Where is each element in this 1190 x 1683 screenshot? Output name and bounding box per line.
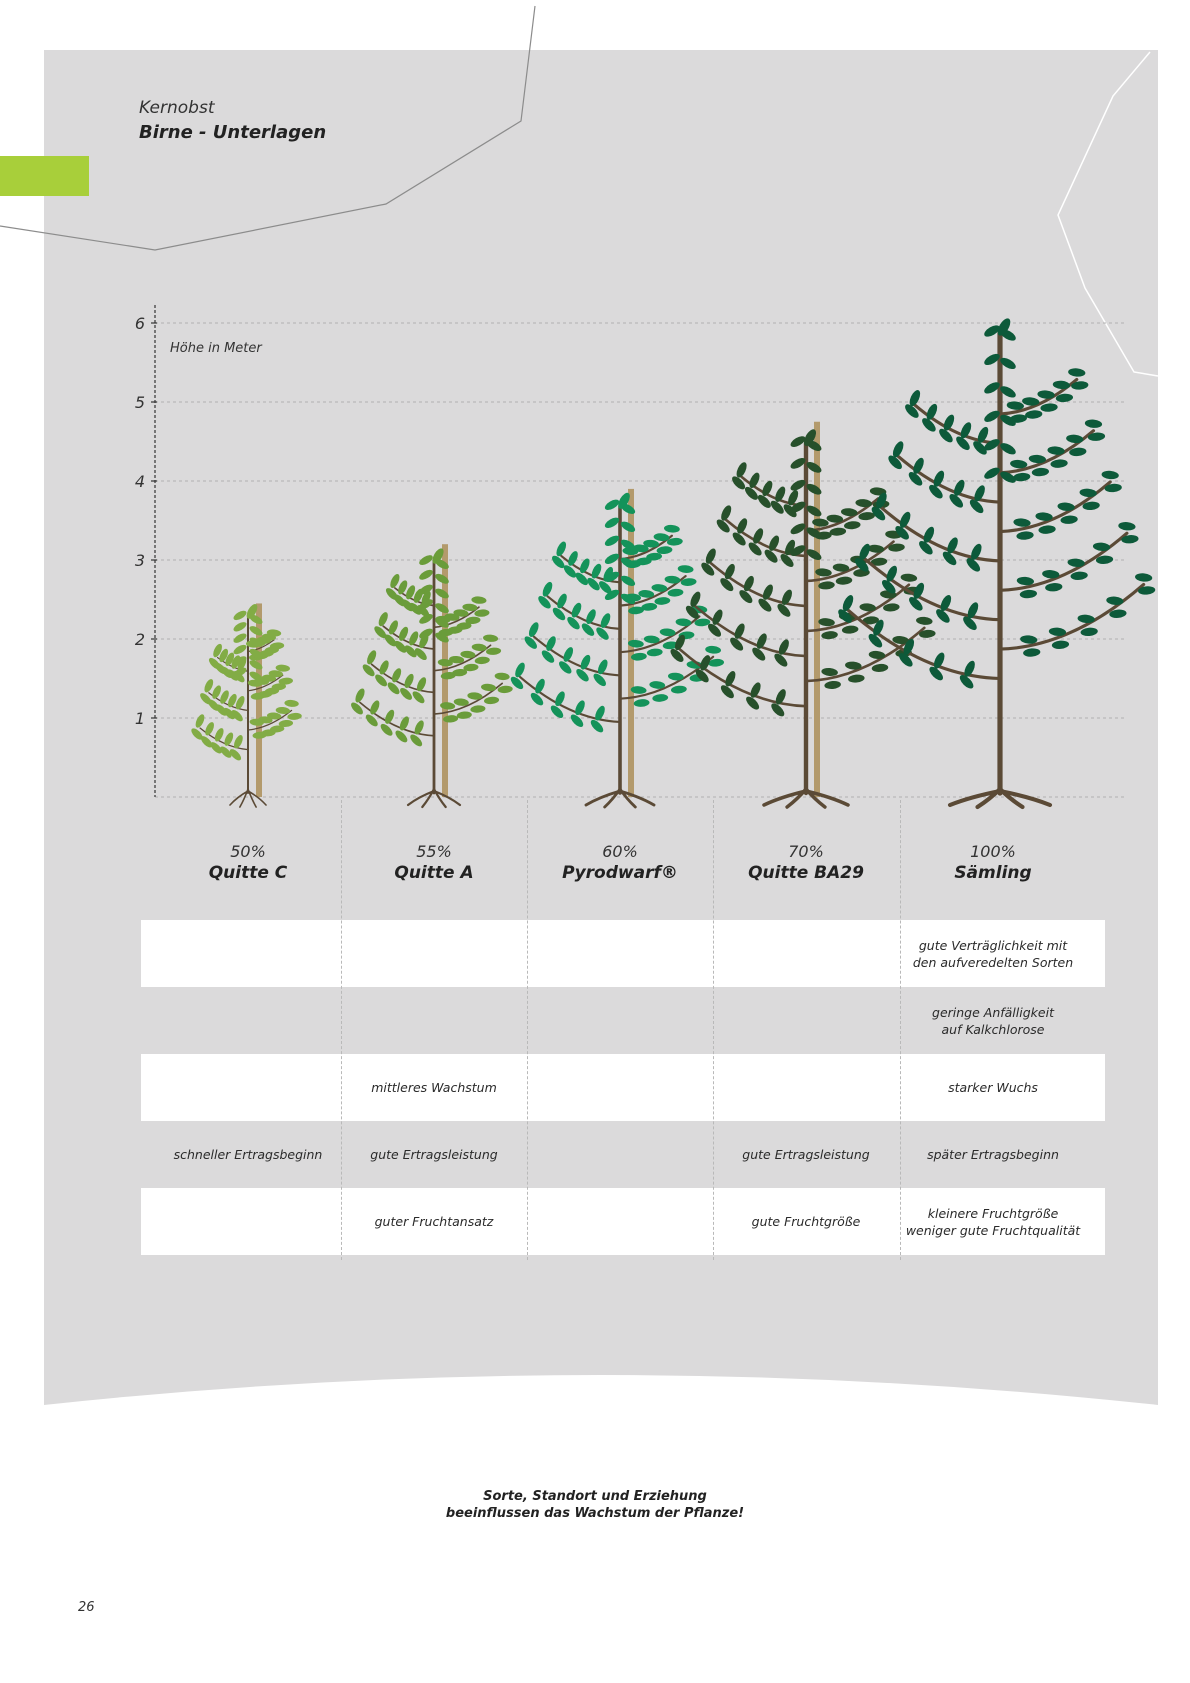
table-cell: gute Verträglichkeit mit den aufveredelten Sorten: [912, 937, 1074, 970]
stake: [814, 422, 820, 797]
table-cell: gute Fruchtgröße: [751, 1214, 861, 1229]
y-tick-label: 5: [134, 393, 145, 412]
y-axis-label: Höhe in Meter: [170, 341, 262, 356]
vigor-percent: 100%: [970, 842, 1016, 861]
rootstock-name: Pyrodwarf®: [562, 863, 678, 883]
page-title: Birne - Unterlagen: [139, 122, 327, 143]
y-tick-label: 2: [134, 630, 145, 649]
vigor-percent: 50%: [230, 842, 266, 861]
page-number: 26: [78, 1600, 95, 1615]
rootstock-name: Quitte BA29: [748, 863, 864, 883]
table-cell: geringe Anfälligkeit auf Kalkchlorose: [932, 1004, 1054, 1037]
table-cell: gute Ertragsleistung: [370, 1147, 498, 1162]
vigor-percent: 60%: [602, 842, 638, 861]
column-header-pyrodwarf: [527, 842, 713, 883]
vigor-percent: 55%: [416, 842, 452, 861]
bottom-wave: [44, 1370, 1158, 1422]
column-header-quitte-c: [155, 842, 341, 883]
rootstock-name: Quitte C: [208, 863, 288, 883]
column-header-quitte-ba29: [713, 842, 899, 883]
table-cell: kleinere Fruchtgröße weniger gute Fruchtqualität: [905, 1205, 1081, 1238]
table-cell: mittleres Wachstum: [371, 1080, 497, 1095]
category-label: Kernobst: [139, 98, 215, 118]
tree-4: [668, 422, 936, 807]
table-cell: später Ertragsbeginn: [927, 1147, 1059, 1162]
table-cell: schneller Ertragsbeginn: [173, 1147, 323, 1162]
tree-3: [509, 489, 725, 807]
rootstock-name: Quitte A: [394, 863, 474, 883]
tree-1: [189, 602, 302, 807]
y-tick-label: 6: [134, 314, 145, 333]
tree-2: [349, 544, 513, 807]
column-header-saemling: [900, 842, 1086, 883]
table-cell: starker Wuchs: [948, 1080, 1038, 1095]
y-tick-label: 4: [134, 472, 145, 491]
table-cell: guter Fruchtansatz: [374, 1214, 494, 1229]
rootstock-name: Sämling: [954, 863, 1032, 883]
y-tick-label: 3: [134, 551, 145, 570]
footnote: Sorte, Standort und Erziehung beeinflussen das Wachstum der Pflanze!: [445, 1489, 745, 1521]
column-header-quitte-a: [341, 842, 527, 883]
table-cell: gute Ertragsleistung: [742, 1147, 870, 1162]
y-tick-label: 1: [134, 709, 145, 728]
vigor-percent: 70%: [788, 842, 824, 861]
